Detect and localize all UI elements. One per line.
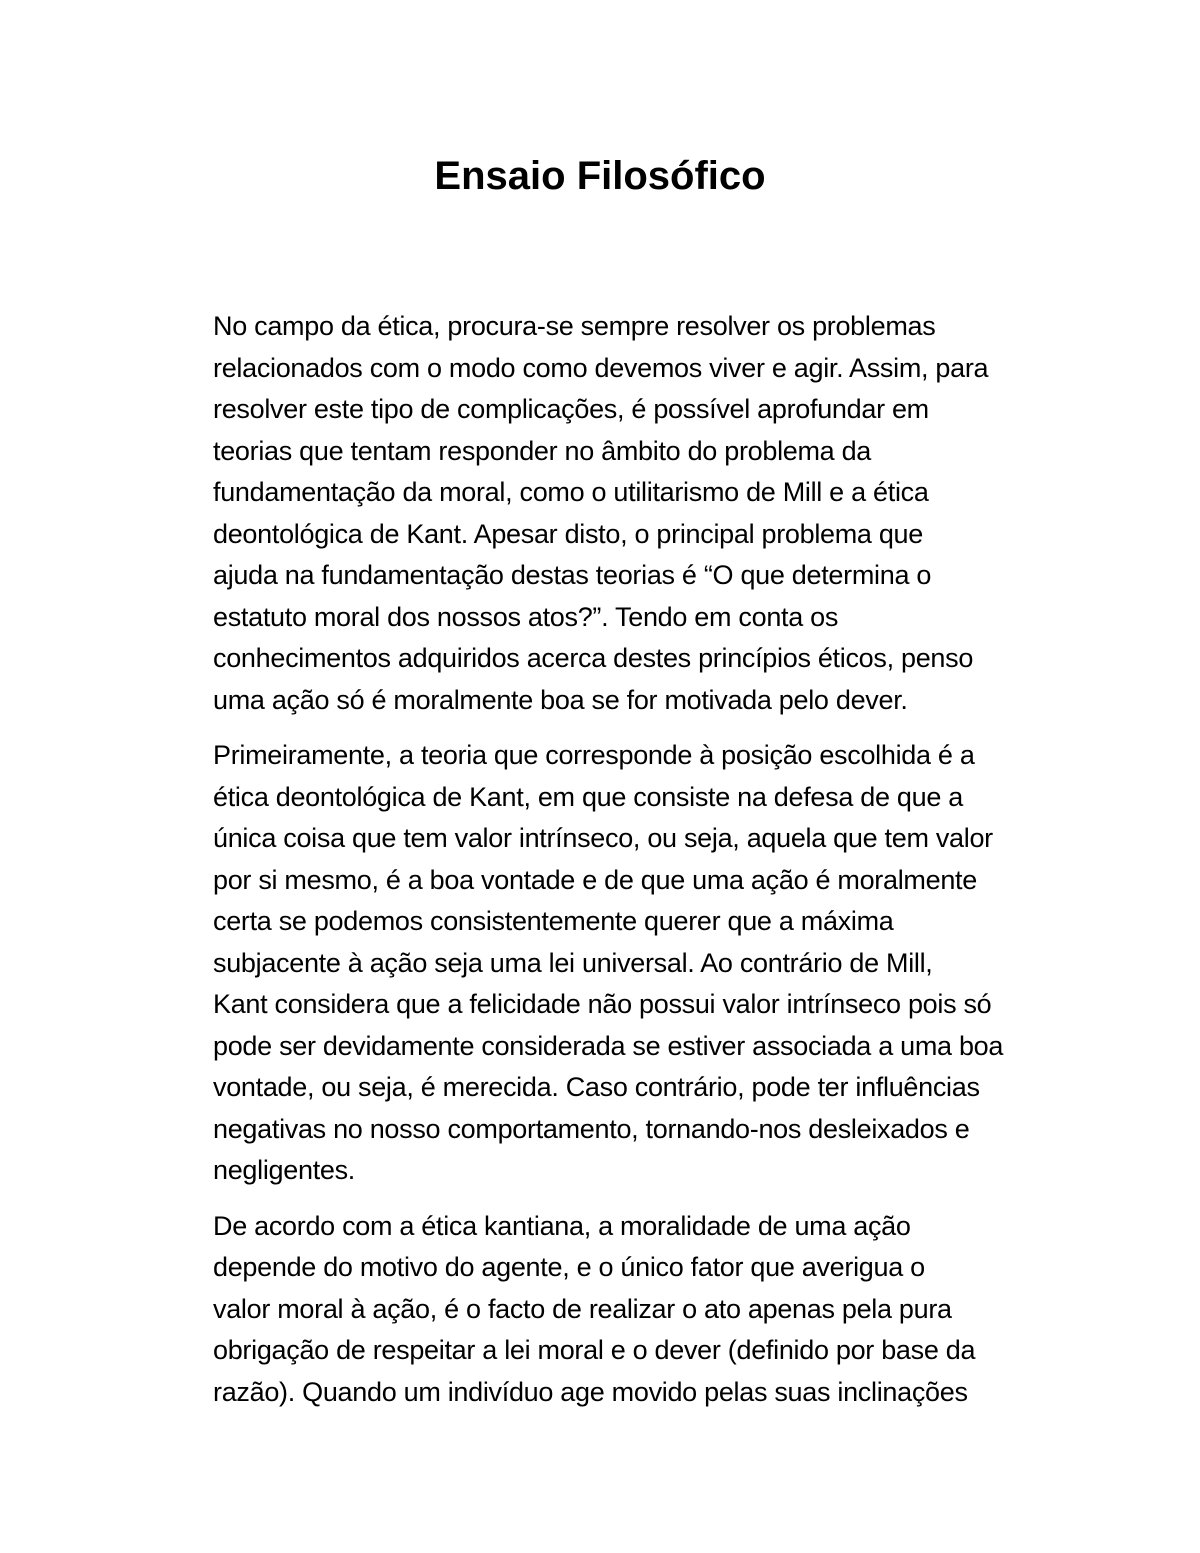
text-line: única coisa que tem valor intrínseco, ou seja, aquela que tem valor <box>213 823 993 853</box>
text-line: subjacente à ação seja uma lei universal. Ao contrário de Mill, <box>213 947 933 978</box>
paragraph-2 <box>213 735 1073 1192</box>
text-line: depende do motivo do agente, e o único fator que averigua o <box>213 1252 925 1282</box>
text-line: negligentes. <box>213 1155 356 1185</box>
text-line: resolver este tipo de complicações, é possível aprofundar em <box>213 394 929 424</box>
text-line: vontade, ou seja, é merecida. Caso contrário, pode ter influências <box>213 1072 980 1102</box>
text-line: ética deontológica de Kant, em que consiste na defesa de que a <box>213 781 963 812</box>
text-line: obrigação de respeitar a lei moral e o dever (definido por base da <box>213 1335 976 1365</box>
document-body <box>213 306 1073 1413</box>
text-line: teorias que tentam responder no âmbito do problema da <box>213 435 872 466</box>
text-line: De acordo com a ética kantiana, a moralidade de uma ação <box>213 1210 911 1241</box>
document-title: Ensaio Filosófico <box>434 154 766 198</box>
text-line: pode ser devidamente considerada se estiver associada a uma boa <box>213 1030 1004 1061</box>
text-line: razão). Quando um indivíduo age movido pelas suas inclinações <box>213 1376 968 1407</box>
text-line: uma ação só é moralmente boa se for motivada pelo dever. <box>213 684 908 715</box>
text-line: conhecimentos adquiridos acerca destes princípios éticos, penso <box>213 643 974 673</box>
text-line: Primeiramente, a teoria que corresponde à posição escolhida é a <box>213 740 975 770</box>
text-line: Kant considera que a felicidade não possui valor intrínseco pois só <box>213 989 992 1019</box>
text-line: certa se podemos consistentemente querer que a máxima <box>213 906 894 936</box>
paragraph-1 <box>213 306 1073 721</box>
text-line: estatuto moral dos nossos atos?”. Tendo em conta os <box>213 601 839 632</box>
text-line: fundamentação da moral, como o utilitarismo de Mill e a ética <box>213 477 929 507</box>
text-line: No campo da ética, procura-se sempre resolver os problemas <box>213 311 936 341</box>
text-line: deontológica de Kant. Apesar disto, o principal problema que <box>213 518 923 549</box>
text-line: valor moral à ação, é o facto de realizar o ato apenas pela pura <box>213 1293 952 1324</box>
paragraph-3 <box>213 1206 1073 1414</box>
text-line: negativas no nosso comportamento, tornando-nos desleixados e <box>213 1113 970 1144</box>
text-line: por si mesmo, é a boa vontade e de que uma ação é moralmente <box>213 864 977 895</box>
text-line: ajuda na fundamentação destas teorias é “O que determina o <box>213 560 932 590</box>
text-line: relacionados com o modo como devemos viver e agir. Assim, para <box>213 352 989 383</box>
